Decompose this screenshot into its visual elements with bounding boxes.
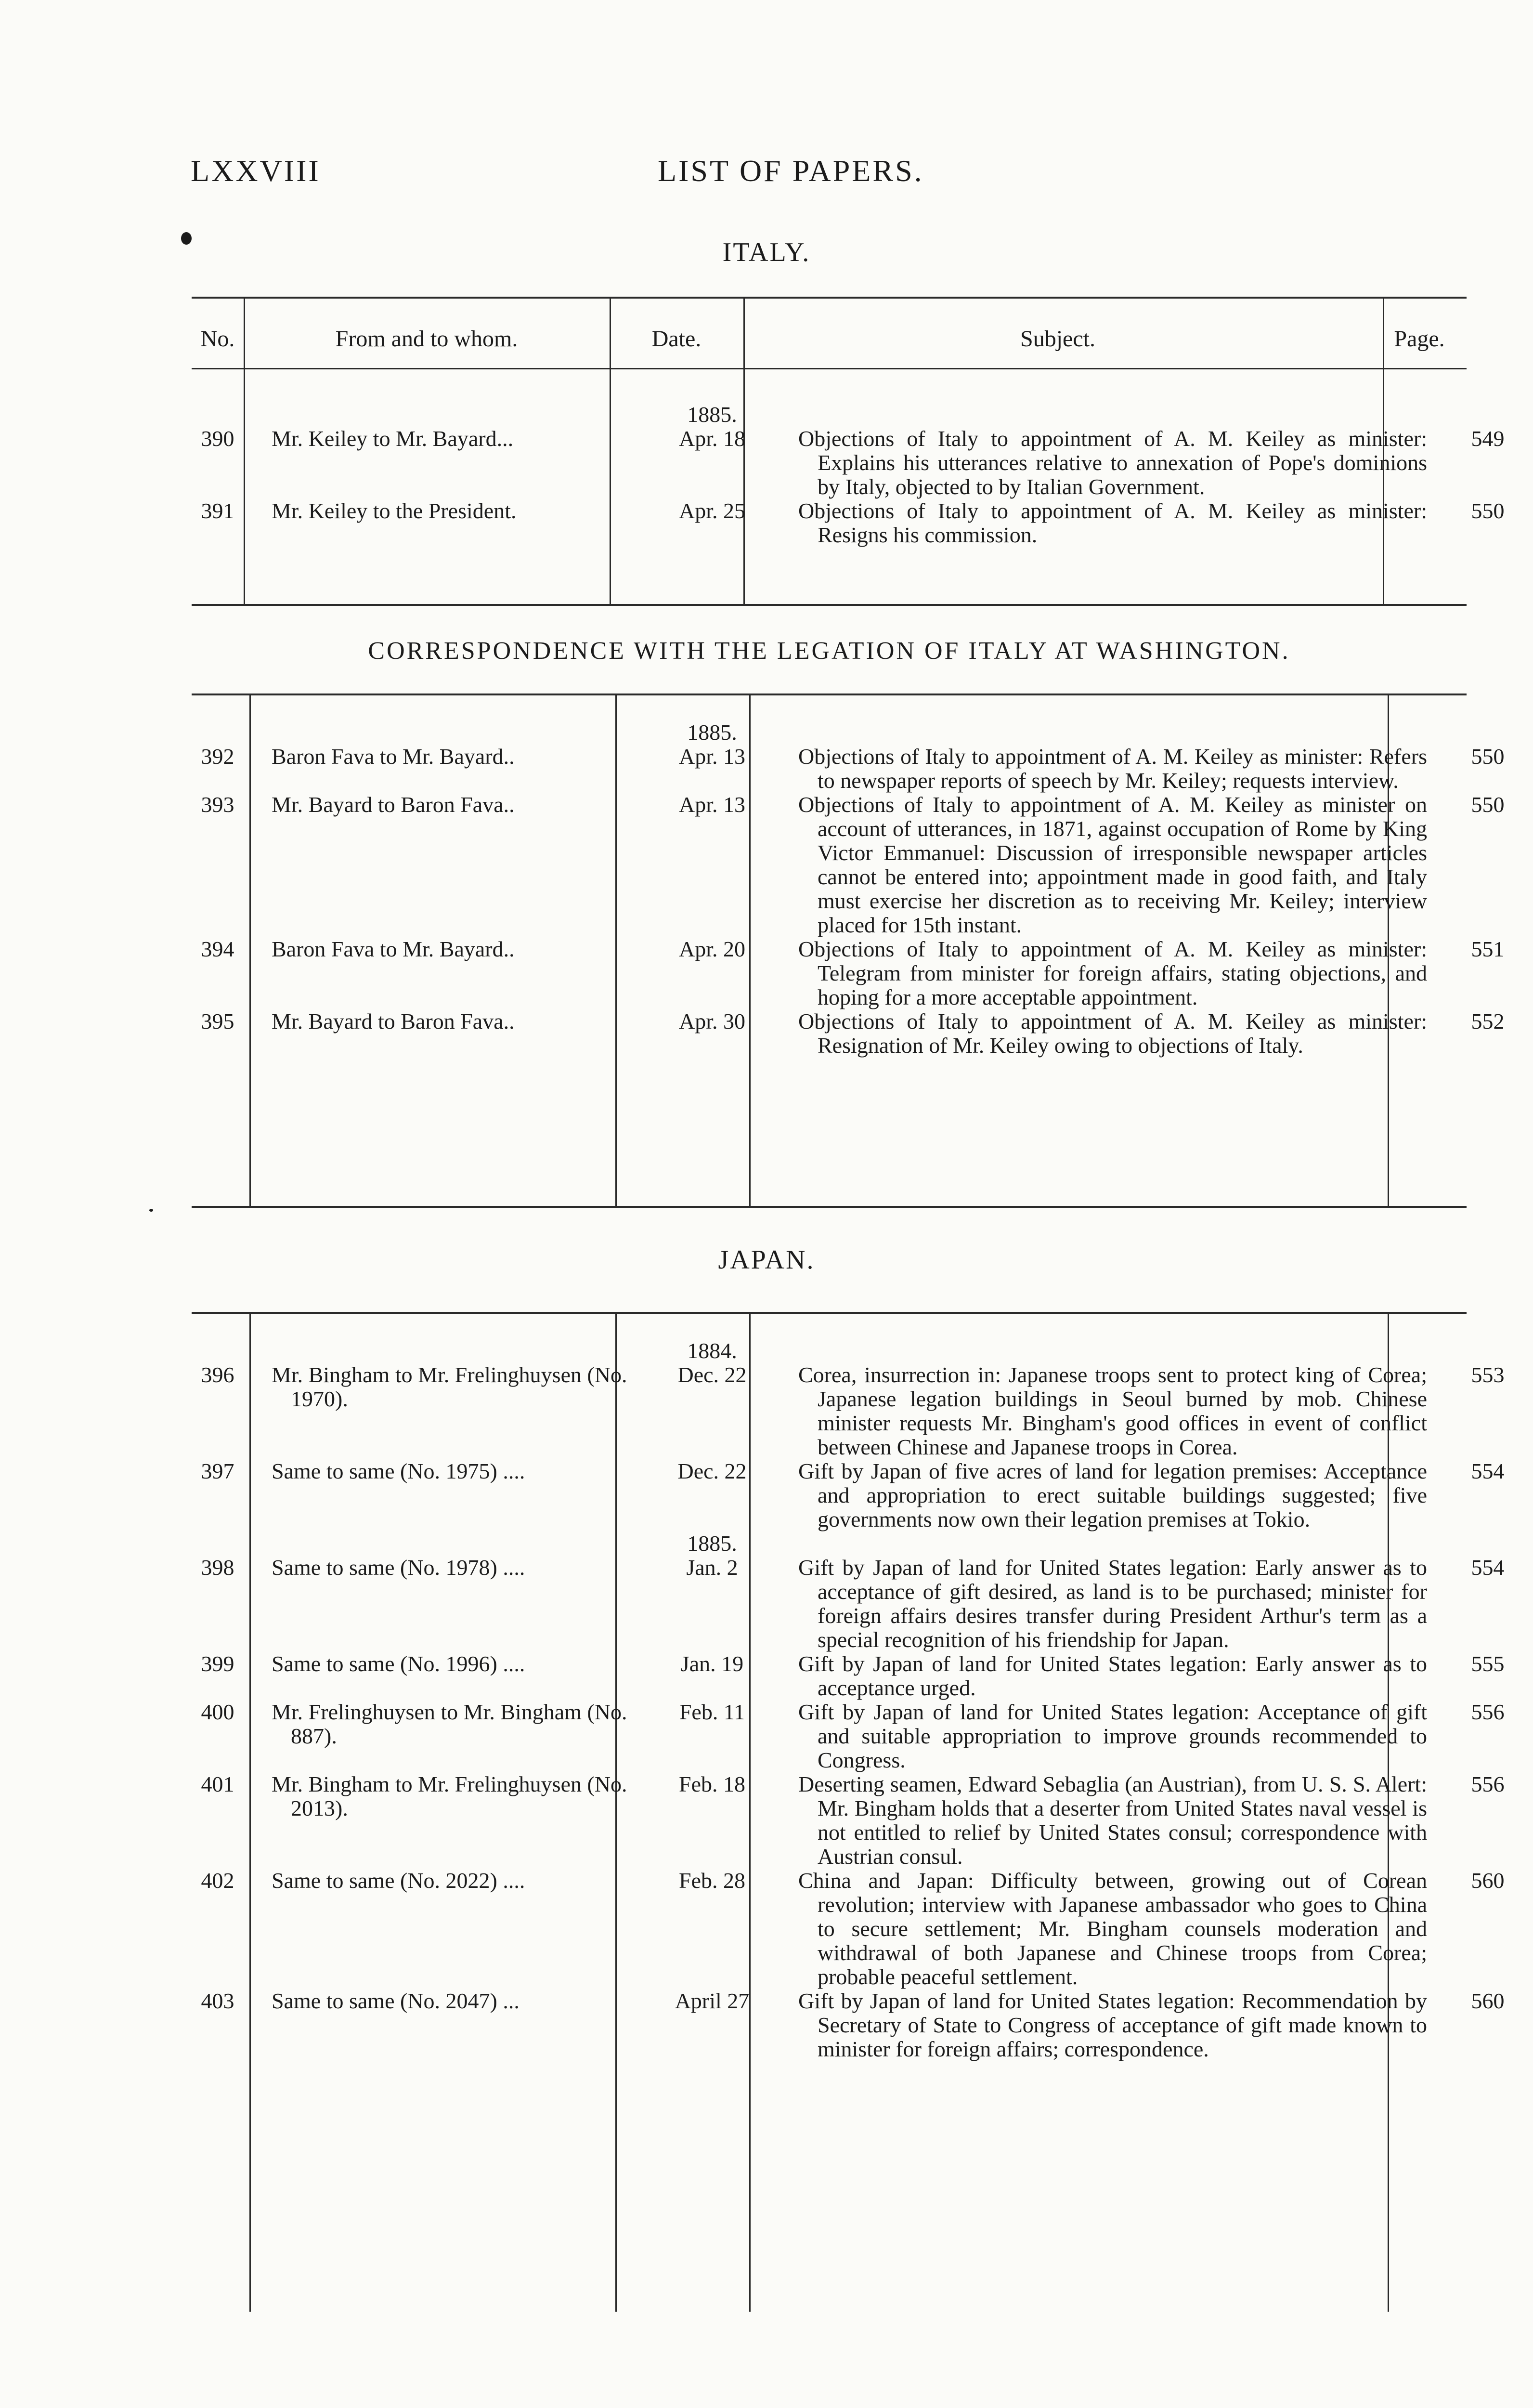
rule [192, 297, 1467, 299]
table-row [192, 1531, 1533, 1652]
page-ref: 549 [1471, 426, 1505, 451]
year: 1884. [687, 1338, 737, 1363]
table-row [192, 1700, 1533, 1772]
table-row [192, 720, 1533, 793]
table-row [192, 1339, 1533, 1459]
column-header-no: No. [200, 326, 235, 352]
from-to: Mr. Keiley to Mr. Bayard... [272, 426, 514, 451]
subject: Objections of Italy to appointment of A. M. Keiley as minister: Resignation of Mr. Keiley owing to objections of Italy. [798, 1009, 1427, 1058]
table-row [192, 1009, 1533, 1058]
from-to: Baron Fava to Mr. Bayard.. [272, 937, 515, 961]
date: Apr. 30 [679, 1009, 745, 1034]
page-ref: 550 [1471, 498, 1505, 523]
date: Feb. 28 [679, 1868, 745, 1893]
section-title-japan: JAPAN. [718, 1245, 815, 1275]
paper-number: 397 [201, 1459, 234, 1483]
subject: Objections of Italy to appointment of A. M. Keiley as minister: Explains his utterances relative to annexation of Pope's dominions by Italy, objected to by Italian Government. [798, 426, 1427, 499]
page-ref: 554 [1471, 1555, 1505, 1580]
column-header-from: From and to whom. [335, 326, 518, 352]
paper-number: 392 [201, 744, 234, 769]
table-row [192, 937, 1533, 1009]
table-row [192, 403, 1533, 499]
from-to: Mr. Frelinghuysen to Mr. Bingham (No. 887). [272, 1700, 627, 1748]
page-ref: 554 [1471, 1459, 1505, 1483]
table-row [192, 1652, 1533, 1700]
rule [192, 368, 1467, 369]
from-to: Mr. Bingham to Mr. Frelinghuysen (No. 2013). [272, 1772, 627, 1820]
date: Apr. 25 [679, 498, 745, 523]
from-to: Mr. Keiley to the President. [272, 498, 517, 523]
page-ref: 552 [1471, 1009, 1505, 1034]
date: Apr. 13 [679, 792, 745, 817]
page-ref: 560 [1471, 1868, 1505, 1893]
from-to: Same to same (No. 2047) ... [272, 1989, 520, 2013]
section-title-legation: CORRESPONDENCE WITH THE LEGATION OF ITALY AT WASHINGTON. [368, 637, 1290, 665]
paper-number: 403 [201, 1989, 234, 2013]
page-title: LIST OF PAPERS. [658, 154, 924, 188]
from-to: Same to same (No. 1978) .... [272, 1555, 525, 1580]
paper-number: 390 [201, 426, 234, 451]
table-row [192, 499, 1533, 547]
subject: China and Japan: Difficulty between, growing out of Corean revolution; interview with Japanese ambassador who goes to China to secure settlement; Mr. Bingham counsels moderation and withdrawal of both Japanese and Chinese troops from Corea; probable peaceful settlement. [798, 1868, 1427, 1989]
subject: Corea, insurrection in: Japanese troops sent to protect king of Corea; Japanese legation buildings in Seoul burned by mob. Chinese minister requests Mr. Bingham's good offices in event of conflict between Chinese and Japanese troops in Corea. [798, 1362, 1427, 1459]
paper-number: 400 [201, 1700, 234, 1724]
from-to: Mr. Bayard to Baron Fava.. [272, 792, 515, 817]
column-header-date: Date. [651, 326, 702, 352]
subject: Deserting seamen, Edward Sebaglia (an Austrian), from U. S. S. Alert: Mr. Bingham holds that a deserter from United States naval vessel is not entitled to relief by United States consul; correspondence with Austrian consul. [798, 1772, 1427, 1869]
page-ref: 551 [1471, 937, 1505, 961]
subject: Gift by Japan of land for United States legation: Early answer as to acceptance of gift desired, as land is to be purchased; minister for foreign affairs desires transfer during President Arthur's term as a special recognition of his friendship for Japan. [798, 1555, 1427, 1652]
table-row [192, 1772, 1533, 1869]
year: 1885. [687, 1531, 737, 1556]
japan-table [192, 1339, 1533, 2061]
year: 1885. [687, 720, 737, 745]
table-row [192, 1459, 1533, 1531]
page-ref: 560 [1471, 1989, 1505, 2013]
table-row [192, 793, 1533, 937]
paper-number: 398 [201, 1555, 234, 1580]
ink-speck [149, 1209, 153, 1212]
subject: Objections of Italy to appointment of A. M. Keiley as minister: Resigns his commission. [798, 498, 1427, 547]
date: Dec. 22 [677, 1362, 747, 1387]
rule [192, 1312, 1467, 1314]
subject: Objections of Italy to appointment of A. M. Keiley as minister on account of utterances, in 1871, against occupation of Rome by King Victor Emmanuel: Discussion of irresponsible newspaper articles cannot be entered into; appointment made in good faith, and Italy must exercise her discretion as to receiving Mr. Keiley; interview placed for 15th instant. [798, 792, 1427, 937]
ink-speck [181, 232, 192, 245]
subject: Gift by Japan of land for United States legation: Recommendation by Secretary of State to Congress of acceptance of gift made known to minister for foreign affairs; correspondence. [798, 1989, 1427, 2061]
from-to: Mr. Bayard to Baron Fava.. [272, 1009, 515, 1034]
page-ref: 550 [1471, 792, 1505, 817]
subject: Gift by Japan of land for United States legation: Early answer as to acceptance urged. [798, 1651, 1427, 1700]
from-to: Mr. Bingham to Mr. Frelinghuysen (No. 1970). [272, 1362, 627, 1411]
date: Apr. 18 [679, 426, 745, 451]
section-title-italy: ITALY. [722, 237, 811, 267]
subject: Gift by Japan of five acres of land for legation premises: Acceptance and appropriation to erect suitable buildings suggested; five governments now own their legation premises at Tokio. [798, 1459, 1427, 1531]
page-ref: 550 [1471, 744, 1505, 769]
rule [192, 694, 1467, 695]
from-to: Baron Fava to Mr. Bayard.. [272, 744, 515, 769]
italy-table [192, 403, 1533, 547]
year: 1885. [687, 402, 737, 427]
page-ref: 556 [1471, 1700, 1505, 1724]
paper-number: 401 [201, 1772, 234, 1796]
paper-number: 395 [201, 1009, 234, 1034]
column-header-subject: Subject. [1020, 326, 1095, 352]
rule [192, 1206, 1467, 1208]
legation-table [192, 720, 1533, 1058]
paper-number: 393 [201, 792, 234, 817]
table-row [192, 1989, 1533, 2061]
paper-number: 399 [201, 1651, 234, 1676]
page-ref: 555 [1471, 1651, 1505, 1676]
from-to: Same to same (No. 2022) .... [272, 1868, 525, 1893]
subject: Gift by Japan of land for United States legation: Acceptance of gift and suitable appropriation to improve grounds recommended to Congress. [798, 1700, 1427, 1772]
paper-number: 402 [201, 1868, 234, 1893]
date: April 27 [675, 1989, 750, 2013]
column-header-page: Page. [1394, 326, 1445, 352]
page-ref: 556 [1471, 1772, 1505, 1796]
from-to: Same to same (No. 1996) .... [272, 1651, 525, 1676]
paper-number: 391 [201, 498, 234, 523]
date: Apr. 13 [679, 744, 745, 769]
date: Dec. 22 [677, 1459, 747, 1483]
page-ref: 553 [1471, 1362, 1505, 1387]
page-number: LXXVIII [191, 154, 321, 188]
from-to: Same to same (No. 1975) .... [272, 1459, 525, 1483]
table-row [192, 1869, 1533, 1989]
subject: Objections of Italy to appointment of A. M. Keiley as minister: Telegram from minister for foreign affairs, stating objections, and hoping for a more acceptable appointment. [798, 937, 1427, 1009]
date: Apr. 20 [679, 937, 745, 961]
date: Jan. 19 [680, 1651, 744, 1676]
subject: Objections of Italy to appointment of A. M. Keiley as minister: Refers to newspaper reports of speech by Mr. Keiley; requests interview. [798, 744, 1427, 793]
rule [192, 604, 1467, 606]
paper-number: 396 [201, 1362, 234, 1387]
date: Jan. 2 [686, 1555, 738, 1580]
paper-number: 394 [201, 937, 234, 961]
date: Feb. 11 [679, 1700, 745, 1724]
date: Feb. 18 [679, 1772, 745, 1796]
